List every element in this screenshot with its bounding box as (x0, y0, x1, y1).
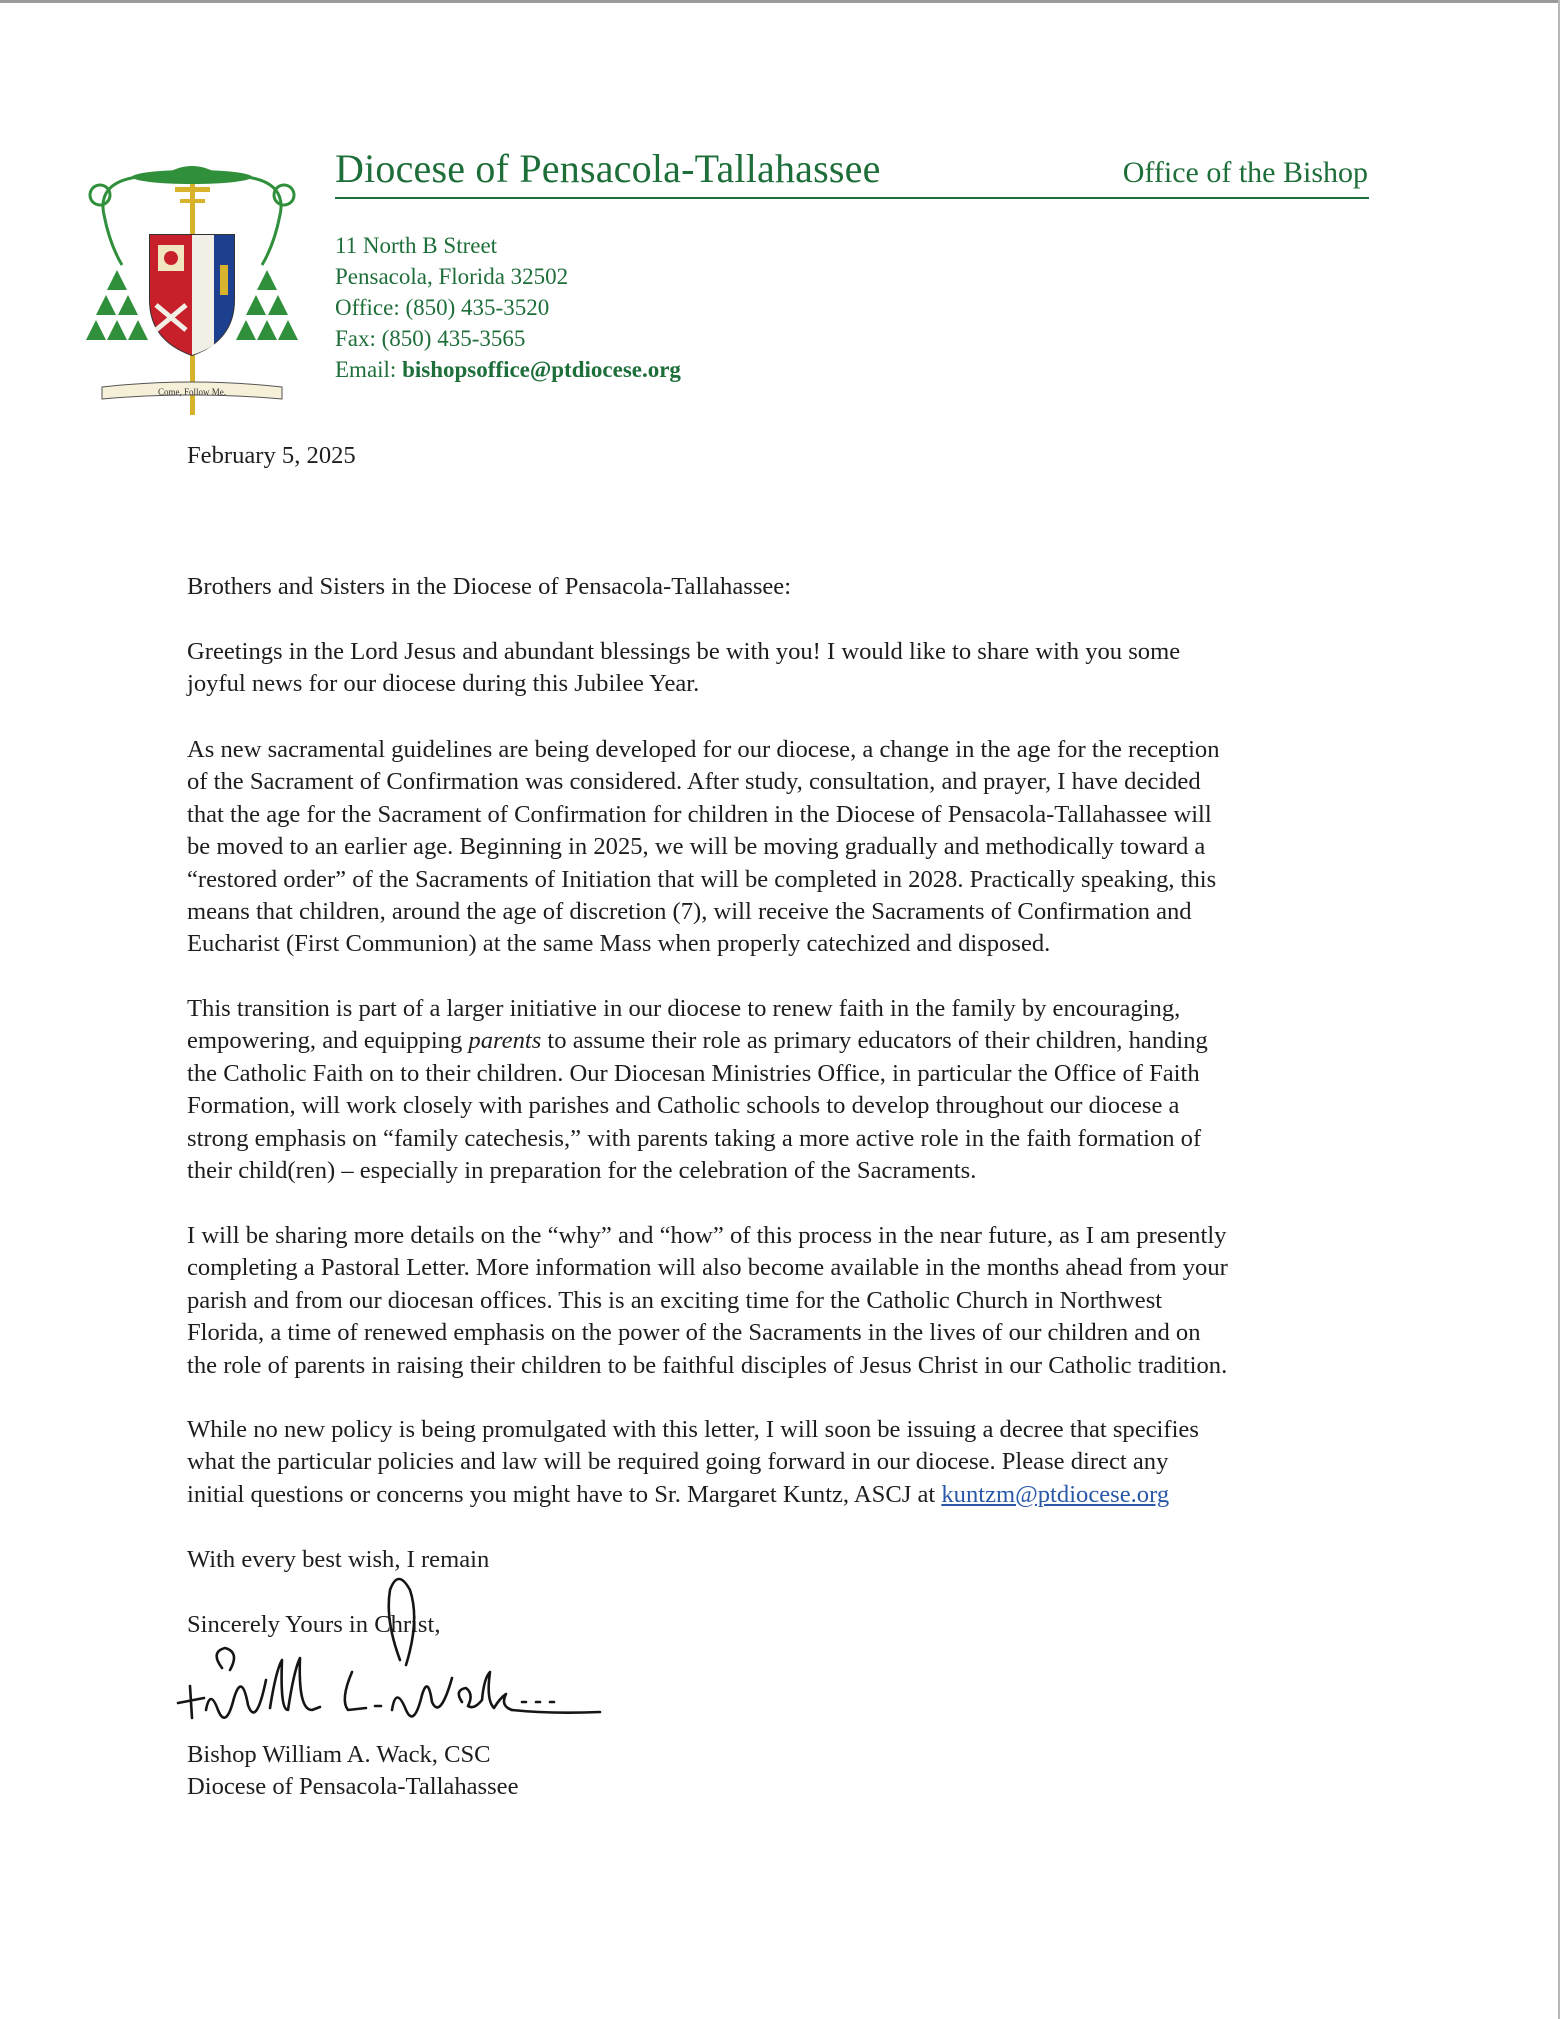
letter-salutation: Brothers and Sisters in the Diocese of Pensacola-Tallahassee: (187, 573, 792, 600)
paragraph-3 (187, 993, 1387, 1187)
paragraph-line: As new sacramental guidelines are being developed for our diocese, a change in the age for the reception (187, 736, 1220, 763)
coat-of-arms-icon (82, 155, 302, 415)
paragraph-line: means that children, around the age of discretion (7), will receive the Sacraments of Confirmation and (187, 898, 1192, 926)
address-city: Pensacola, Florida 32502 (335, 264, 569, 289)
paragraph-line: I will be sharing more details on the “why” and “how” of this process in the near future, as I am presently (187, 1222, 1227, 1249)
paragraph-line: Eucharist (First Communion) at the same Mass when properly catechized and disposed. (187, 930, 1051, 958)
paragraph-line: completing a Pastoral Letter. More information will also become available in the months ahead from your (187, 1254, 1228, 1282)
paragraph-line: parish and from our diocesan offices. This is an exciting time for the Catholic Church in Northwest (187, 1286, 1163, 1314)
paragraph-line: Florida, a time of renewed emphasis on the power of the Sacraments in the lives of our children and on (187, 1319, 1201, 1347)
paragraph-5 (187, 1414, 1387, 1511)
paragraph-1 (187, 636, 1387, 701)
paragraph-line: While no new policy is being promulgated with this letter, I will soon be issuing a decree that specifies (187, 1416, 1199, 1443)
paragraph-line: that the age for the Sacrament of Confirmation for children in the Diocese of Pensacola-Tallahassee will (187, 800, 1212, 828)
handwritten-signature-icon (170, 1560, 610, 1730)
emphasis-parents: parents (468, 1027, 542, 1055)
address-email-label: Email: (335, 357, 397, 382)
address-block (335, 230, 681, 385)
paragraph-line (187, 1479, 1387, 1511)
letter-sign-off: Sincerely Yours in Christ, (187, 1611, 441, 1638)
paragraph-line: strong emphasis on “family catechesis,” with parents taking a more active role in the faith formation of (187, 1124, 1202, 1152)
paragraph-2 (187, 734, 1387, 961)
office-name: Office of the Bishop (1122, 156, 1368, 189)
paragraph-line: This transition is part of a larger initiative in our diocese to renew faith in the family by encouraging, (187, 995, 1181, 1022)
paragraph-line: their child(ren) – especially in preparation for the celebration of the Sacraments. (187, 1157, 977, 1185)
address-email-row (335, 354, 681, 385)
address-fax: Fax: (850) 435-3565 (335, 326, 526, 351)
text-run: initial questions or concerns you might have to Sr. Margaret Kuntz, ASCJ at (187, 1480, 942, 1508)
paragraph-line: the Catholic Faith on to their children. Our Diocesan Ministries Office, in particular the Office of Faith (187, 1059, 1200, 1087)
paragraph-line: Greetings in the Lord Jesus and abundant blessings be with you! I would like to share with you some (187, 638, 1181, 665)
contact-email-link[interactable]: kuntzm@ptdiocese.org (941, 1480, 1170, 1508)
text-run: to assume their role as primary educators of their children, handing (541, 1027, 1208, 1055)
org-name: Diocese of Pensacola-Tallahassee (335, 146, 881, 191)
paragraph-line: what the particular policies and law will be required going forward in our diocese. Please direct any (187, 1448, 1169, 1476)
letter-closing: With every best wish, I remain (187, 1546, 490, 1573)
signatory-org: Diocese of Pensacola-Tallahassee (187, 1773, 519, 1800)
paragraph-line: be moved to an earlier age. Beginning in 2025, we will be moving gradually and methodically toward a (187, 833, 1206, 861)
paragraph-line: of the Sacrament of Confirmation was considered. After study, consultation, and prayer, I have decided (187, 768, 1201, 796)
signatory-name: Bishop William A. Wack, CSC (187, 1741, 491, 1768)
address-office-phone: Office: (850) 435-3520 (335, 295, 550, 320)
paragraph-line: joyful news for our diocese during this Jubilee Year. (187, 670, 700, 698)
crest-motto: Come, Follow Me. (157, 387, 227, 397)
paragraph-4 (187, 1220, 1387, 1382)
paragraph-line: Formation, will work closely with parishes and Catholic schools to develop throughout our diocese a (187, 1092, 1180, 1120)
paragraph-line: the role of parents in raising their children to be faithful disciples of Jesus Christ in our Catholic tradition. (187, 1351, 1228, 1379)
address-street: 11 North B Street (335, 233, 498, 258)
paragraph-line: “restored order” of the Sacraments of Initiation that will be completed in 2028. Practically speaking, this (187, 865, 1217, 893)
address-email-value[interactable]: bishopsoffice@ptdiocese.org (402, 357, 681, 382)
letter-date: February 5, 2025 (187, 442, 356, 469)
text-run: empowering, and equipping (187, 1027, 469, 1055)
header-divider (335, 197, 1369, 199)
scan-top-edge (0, 0, 1560, 3)
paragraph-line (187, 1025, 1387, 1057)
